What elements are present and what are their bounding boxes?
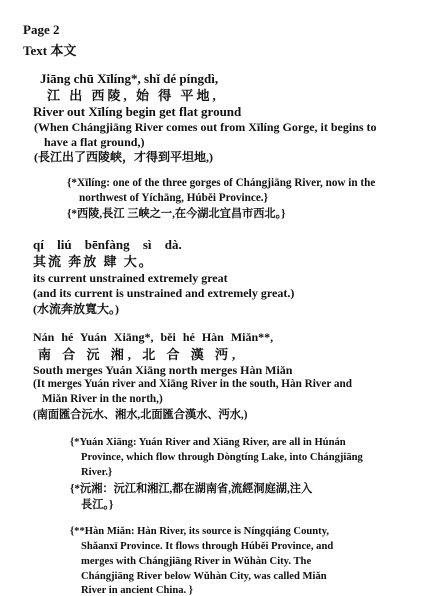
chinese-line: 江 出 西陵, 始 得 平地, [47, 88, 219, 103]
chinese-line: 南 合 沅 湘, 北 合 漢 沔, [38, 347, 240, 362]
note-english: River in ancient China. } [81, 585, 193, 596]
note-english: Chángjiāng River below Wǔhàn City, was called Miǎn [81, 571, 327, 582]
gloss-line: River out Xīlíng begin get flat ground [33, 104, 242, 119]
note-english: River.} [81, 467, 113, 478]
note-english: Province, which flow through Dòngtíng Lake, into Chángjiāng [81, 452, 363, 463]
note-chinese: {*西陵,長江 三峡之一,在今湖北宜昌市西北。} [67, 208, 286, 220]
traditional-translation: (水流奔放寬大。) [33, 302, 119, 316]
gloss-line: its current unstrained extremely great [33, 271, 228, 285]
note-chinese: 長江。} [81, 499, 114, 511]
note-english: {**Hàn Miǎn: Hàn River, its source is Níngqiáng County, [70, 526, 330, 537]
translation-line: Miǎn River in the north,) [42, 393, 163, 405]
translation-line: (When Chángjiāng River comes out from Xīlíng Gorge, it begins to [34, 120, 377, 134]
page-label: Page 2 [23, 22, 60, 37]
translation-line: (It merges Yuán river and Xiāng River in the south, Hàn River and [33, 378, 352, 390]
note-english: Shǎanxī Province. It flows through Húběi Province, and [81, 541, 334, 552]
translation-line: (and its current is unstrained and extremely great.) [33, 286, 295, 300]
traditional-translation: (長江出了西陵峡，才得到平坦地,) [34, 150, 213, 164]
traditional-translation: (南面匯合沅水、湘水,北面匯合漢水、沔水,) [33, 409, 248, 421]
note-english: northwest of Yíchāng, Húběi Province.} [79, 192, 268, 204]
pinyin-line: qí liú bēnfàng sì dà. [33, 237, 182, 252]
pinyin-line: Jiāng chū Xīlíng*, shǐ dé píngdì, [40, 71, 219, 86]
note-english: {*Yuán Xiāng: Yuán River and Xiāng River, are all in Húnán [70, 437, 346, 448]
section-heading: Text 本文 [23, 43, 77, 58]
note-english: {*Xīlíng: one of the three gorges of Chángjiāng River, now in the [67, 177, 376, 189]
note-english: merges with Chángjiāng River in Wǔhàn City. The [81, 556, 312, 567]
chinese-line: 其流 奔放 肆 大。 [33, 254, 154, 269]
pinyin-line: Nán hé Yuán Xiāng*, běi hé Hàn Miǎn**, [33, 330, 274, 344]
gloss-line: South merges Yuán Xiāng north merges Hàn Miǎn [33, 363, 293, 377]
translation-line: have a flat ground,) [44, 135, 145, 149]
note-chinese: {*沅湘：沅江和湘江,都在湖南省,流經洞庭湖,注入 [70, 483, 313, 495]
